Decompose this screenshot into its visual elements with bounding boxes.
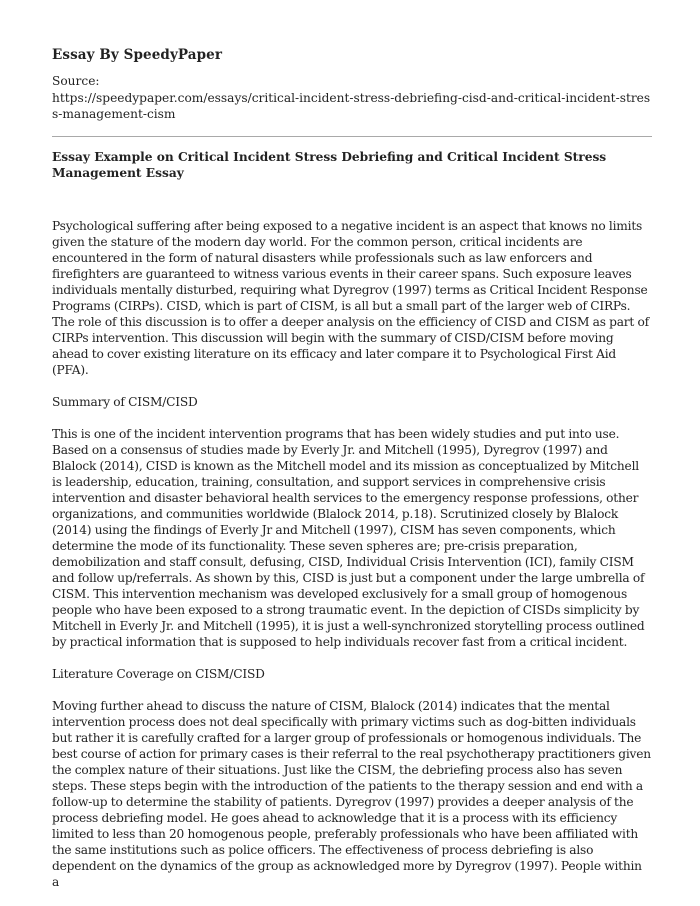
source-url[interactable]: https://speedypaper.com/essays/critical-incident-stress-debriefing-cisd-and-critical-incident-stress-management-cism <box>52 91 651 121</box>
section-heading-summary: Summary of CISM/CISD <box>52 395 198 409</box>
header-divider <box>52 136 652 137</box>
literature-paragraph: Moving further ahead to discuss the nature of CISM, Blalock (2014) indicates that the mental intervention process does not deal specifically with primary victims such as dog-bitten individuals but rather it is carefully crafted for a larger group of professionals or homogenous individuals. The best course of action for primary cases is their referral to the real psychotherapy practitioners given the complex nature of their situations. Just like the CISM, the debriefing process also has seven steps. These steps begin with the introduction of the patients to the therapy session and end with a follow-up to determine the stability of patients. Dyregrov (1997) provides a deeper analysis of the process debriefing model. He goes ahead to acknowledge that it is a process with its efficiency limited to less than 20 homogenous people, preferably professionals who have been affiliated with the same institutions such as police officers. The effectiveness of process debriefing is also dependent on the dynamics of the group as acknowledged more by Dyregrov (1997). People within a <box>52 699 651 889</box>
summary-paragraph: This is one of the incident intervention programs that has been widely studies and put into use. Based on a consensus of studies made by Everly Jr. and Mitchell (1995), Dyregrov (1997) and Blalock (2014), CISD is known as the Mitchell model and its mission as conceptualized by Mitchell is leadership, education, training, consultation, and support services in comprehensive crisis intervention and disaster behavioral health services to the emergency response professions, other organizations, and communities worldwide (Blalock 2014, p.18). Scrutinized closely by Blalock (2014) using the findings of Everly Jr and Mitchell (1997), CISM has seven components, which determine the mode of its functionality. These seven spheres are; pre-crisis preparation, demobilization and staff consult, defusing, CISD, Individual Crisis Intervention (ICI), family CISM and follow up/referrals. As shown by this, CISD is just but a component under the large umbrella of CISM. This intervention mechanism was developed exclusively for a small group of homogenous people who have been exposed to a strong traumatic event. In the depiction of CISDs simplicity by Mitchell in Everly Jr. and Mitchell (1995), it is just a well-synchronized storytelling process outlined by practical information that is supposed to help individuals recover fast from a critical incident. <box>52 427 645 649</box>
section-heading-literature: Literature Coverage on CISM/CISD <box>52 667 265 681</box>
essay-body <box>52 218 652 906</box>
essay-title: Essay Example on Critical Incident Stress Debriefing and Critical Incident Stress Management Essay <box>52 150 607 180</box>
source-label: Source: <box>52 74 100 88</box>
intro-paragraph: Psychological suffering after being exposed to a negative incident is an aspect that knows no limits given the stature of the modern day world. For the common person, critical incidents are encountered in the form of natural disasters while professionals such as law enforcers and firefighters are guaranteed to witness various events in their career spans. Such exposure leaves individuals mentally disturbed, requiring what Dyregrov (1997) terms as Critical Incident Response Programs (CIRPs). CISD, which is part of CISM, is all but a small part of the larger web of CIRPs. The role of this discussion is to offer a deeper analysis on the efficiency of CISD and CISM as part of CIRPs intervention. This discussion will begin with the summary of CISD/CISM before moving ahead to cover existing literature on its efficacy and later compare it to Psychological First Aid (PFA). <box>52 219 649 377</box>
brand-heading: Essay By SpeedyPaper <box>52 47 223 63</box>
